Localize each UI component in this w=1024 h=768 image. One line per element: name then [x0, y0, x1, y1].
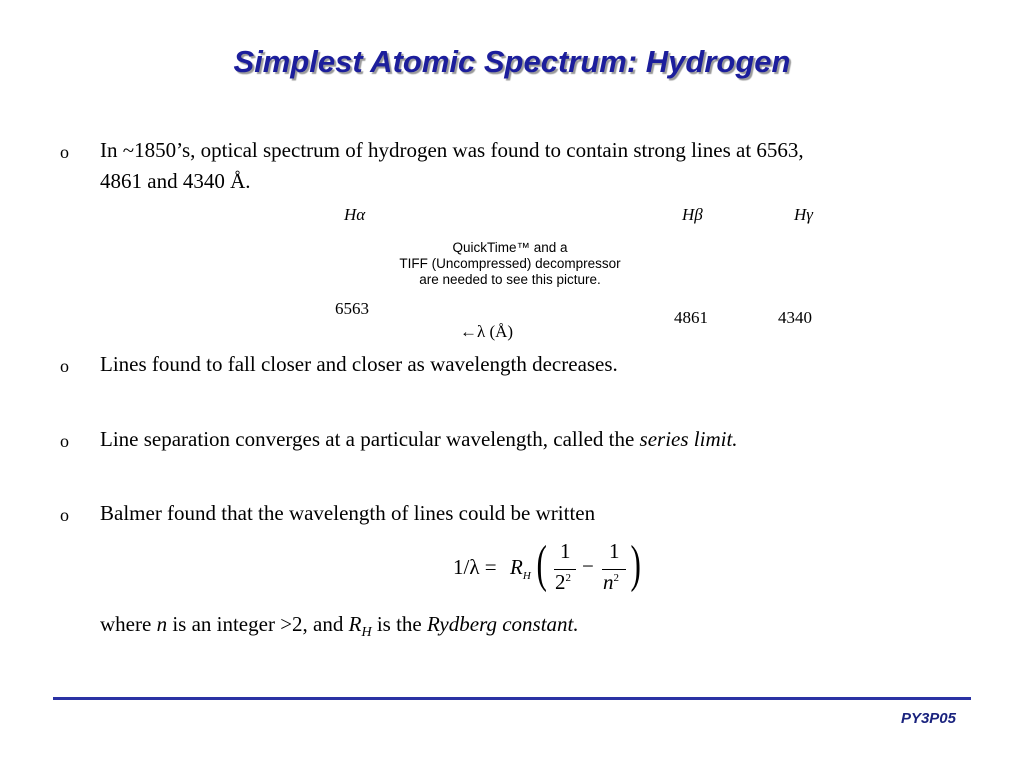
formula-r-subscript: H [522, 570, 531, 583]
formula-r: R [510, 555, 523, 579]
formula-lhs: 1/λ = [453, 555, 497, 579]
formula-n: n [603, 570, 614, 594]
wavelength-6563: 6563 [335, 299, 369, 318]
bullet-3-text [100, 424, 738, 455]
bullet-marker: o [60, 356, 69, 376]
formula-denominator-2 [603, 570, 619, 595]
where-r-subscript: H [361, 625, 372, 641]
h-beta-label: Hβ [682, 205, 703, 224]
formula-rydberg-symbol [510, 555, 531, 582]
course-code: PY3P05 [900, 710, 956, 727]
where-n: n [156, 612, 168, 636]
formula-close-paren: ) [630, 536, 641, 593]
image-placeholder-notice [360, 240, 660, 288]
rydberg-constant-term: Rydberg constant. [426, 612, 579, 636]
bullet-2-text: Lines found to fall closer and closer as wavelength decreases. [100, 352, 618, 376]
bullet-marker: o [60, 505, 69, 525]
formula-minus: − [582, 554, 594, 578]
h-gamma-label: Hγ [794, 205, 813, 224]
where-text-1: where [100, 612, 157, 636]
formula-exponent-1: 2 [565, 572, 571, 584]
where-r: R [348, 612, 362, 636]
bullet-4-text: Balmer found that the wavelength of lines could be written [100, 501, 596, 525]
formula-open-paren: ( [536, 536, 547, 593]
formula-exponent-2: 2 [613, 572, 619, 584]
placeholder-line-1: QuickTime™ and a [452, 240, 568, 255]
balmer-formula [449, 537, 649, 599]
wavelength-4861: 4861 [674, 308, 708, 327]
bullet-3-body: Line separation converges at a particular wavelength, called the [100, 427, 640, 451]
bullet-1-text [100, 135, 804, 197]
where-text-2: is an integer >2, and [167, 612, 349, 636]
footer-divider [53, 697, 971, 700]
placeholder-line-3: are needed to see this picture. [419, 272, 601, 287]
bullet-marker: o [60, 142, 69, 162]
rydberg-definition-line [100, 609, 579, 648]
formula-numerator-1: 1 [560, 539, 571, 563]
slide-title: Simplest Atomic Spectrum: Hydrogen [233, 44, 791, 79]
wavelength-4340: 4340 [778, 308, 812, 327]
placeholder-line-2: TIFF (Uncompressed) decompressor [399, 256, 621, 271]
wavelength-axis-label: ←λ (Å) [460, 322, 514, 341]
bullet-1-line-2: 4861 and 4340 Å. [100, 169, 251, 193]
bullet-1-line-1: In ~1850’s, optical spectrum of hydrogen was found to contain strong lines at 6563, [100, 138, 804, 162]
series-limit-term: series limit. [639, 427, 738, 451]
formula-numerator-2: 1 [609, 539, 620, 563]
bullet-marker: o [60, 431, 69, 451]
formula-base-2: 2 [555, 570, 566, 594]
where-text-3: is the [371, 612, 427, 636]
formula-denominator-1 [555, 570, 571, 595]
h-alpha-label: Hα [344, 205, 366, 224]
